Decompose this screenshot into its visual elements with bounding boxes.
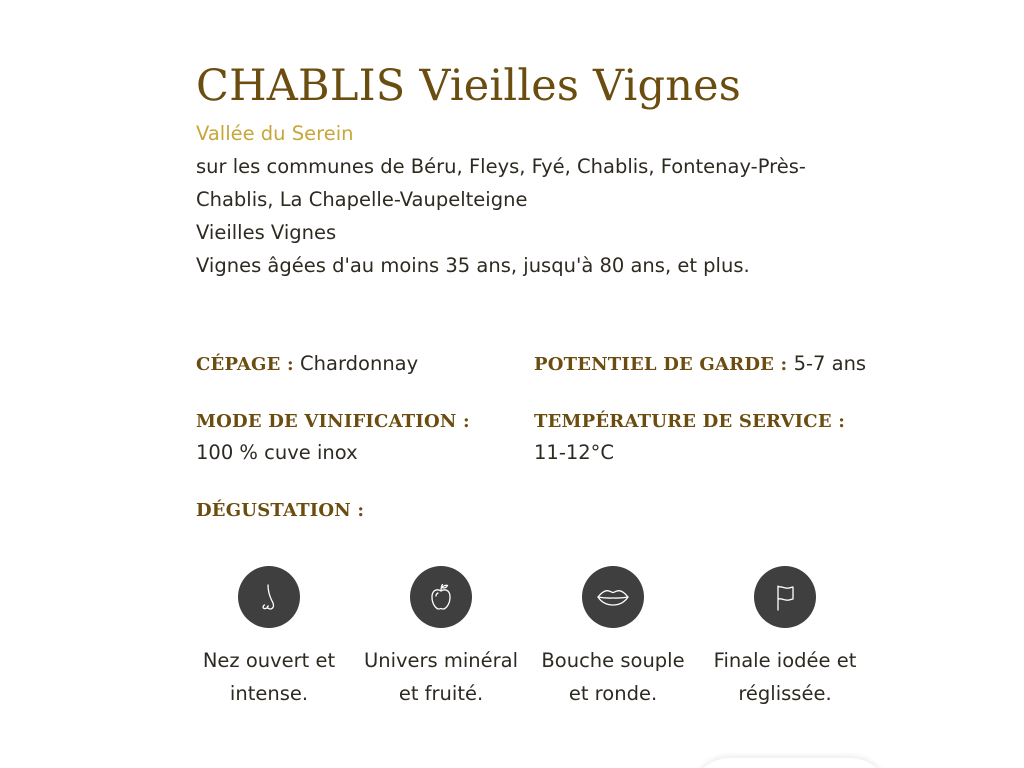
tasting-text-lips: Bouche souple et ronde.	[541, 649, 685, 705]
fact-vinification	[196, 406, 470, 468]
temp-label: TEMPÉRATURE DE SERVICE :	[534, 411, 846, 432]
apple-icon	[410, 566, 472, 628]
fact-temperature	[534, 406, 845, 468]
nose-icon	[238, 566, 300, 628]
tasting-item-nose	[184, 566, 354, 710]
floating-panel-edge	[690, 758, 890, 768]
tasting-notes	[184, 566, 874, 756]
tasting-text-flag: Finale iodée et réglissée.	[713, 649, 857, 705]
degust-label: DÉGUSTATION :	[196, 500, 365, 521]
vines-age-text: Vignes âgées d'au moins 35 ans, jusqu'à 80 ans, et plus.	[196, 254, 750, 277]
tasting-item-lips	[528, 566, 698, 710]
wine-description	[196, 58, 876, 282]
temp-value: 11-12°C	[534, 441, 615, 464]
vinif-value: 100 % cuve inox	[196, 441, 358, 464]
tasting-text-nose: Nez ouvert et intense.	[202, 649, 336, 705]
tasting-text-apple: Univers minéral et fruité.	[363, 649, 519, 705]
page-title: CHABLIS Vieilles Vignes	[196, 61, 742, 111]
cepage-value: Chardonnay	[300, 352, 419, 375]
tasting-item-apple	[356, 566, 526, 710]
fact-degustation	[196, 494, 364, 526]
vinif-label: MODE DE VINIFICATION :	[196, 411, 470, 432]
lips-icon	[582, 566, 644, 628]
tasting-item-flag	[700, 566, 870, 710]
fact-garde	[534, 348, 866, 380]
flag-icon	[754, 566, 816, 628]
garde-label: POTENTIEL DE GARDE :	[534, 354, 788, 375]
fact-cepage	[196, 348, 418, 380]
region-name: Vallée du Serein	[196, 122, 354, 145]
subtitle-text: Vieilles Vignes	[196, 221, 337, 244]
communes-text: sur les communes de Béru, Fleys, Fyé, Chablis, Fontenay-Près-Chablis, La Chapelle-Vaupelteigne	[196, 155, 806, 211]
garde-value: 5-7 ans	[793, 352, 867, 375]
cepage-label: CÉPAGE :	[196, 354, 294, 375]
